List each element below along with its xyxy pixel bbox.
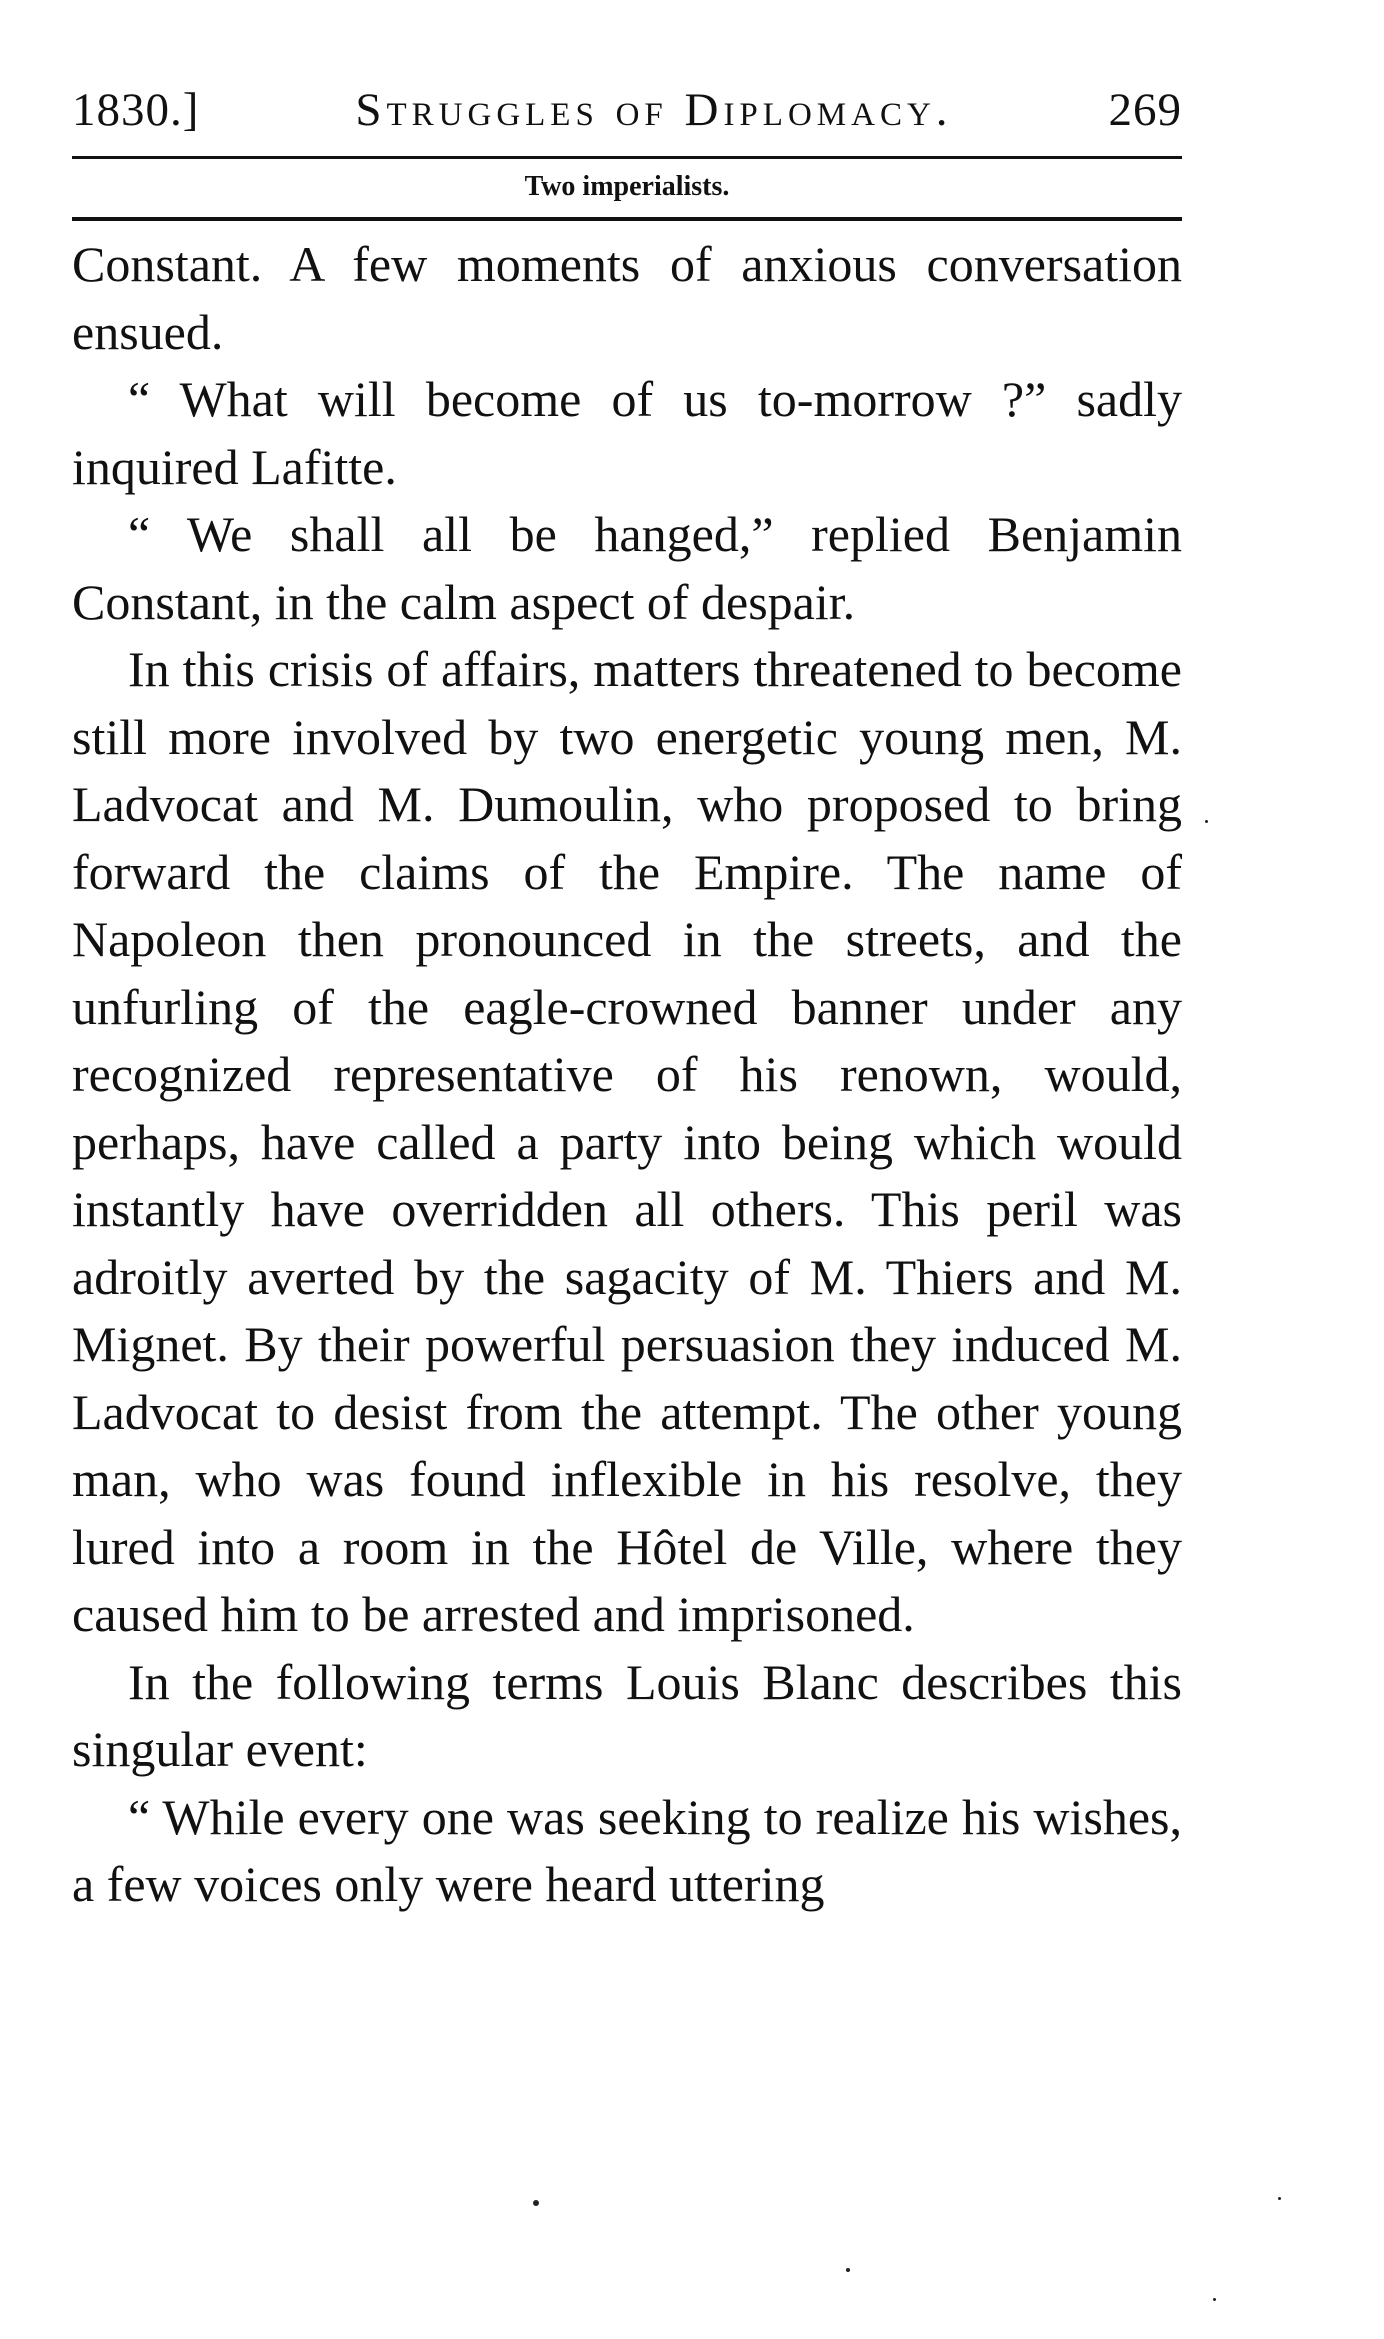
paragraph-continuation: Constant. A few moments of anxious conversation ensued.	[72, 236, 1182, 360]
print-speck	[1213, 2298, 1216, 2301]
paragraph-quotation-start: “ While every one was seeking to realize his wishes, a few voices only were heard uttering	[72, 1788, 1182, 1912]
paragraph-louis-blanc-intro: In the following terms Louis Blanc describes this singular event:	[72, 1653, 1182, 1777]
print-speck	[846, 2268, 850, 2272]
print-speck	[533, 2200, 539, 2206]
paragraph-crisis: In this crisis of affairs, matters threatened to become still more involved by two energetic young men, M. Ladvocat and M. Dumoulin, who proposed to bring forward the claims of the Empire. The name of Napoleon then pronounced in the streets, and the unfurling of the eagle-crowned banner under any recognized representative of his renown, would, perhaps, have called a party into being which would instantly have overridden all others. This peril was adroitly averted by the sagacity of M. Thiers and M. Mignet. By their powerful persuasion they induced M. Ladvocat to desist from the attempt. The other young man, who was found inflexible in his resolve, they lured into a room in the Hôtel de Ville, where they caused him to be arrested and imprisoned.	[72, 641, 1182, 1642]
paragraph-constant-reply: “ We shall all be hanged,” replied Benjamin Constant, in the calm aspect of despair.	[72, 506, 1182, 630]
header-title: Struggles of Diplomacy.	[355, 84, 953, 136]
page-number: 269	[1108, 84, 1182, 136]
print-speck	[1278, 2197, 1281, 2200]
book-page	[72, 80, 1182, 1919]
header-rule-bottom	[72, 217, 1182, 221]
paragraph-lafitte-question: “ What will become of us to-morrow ?” sadly inquired Lafitte.	[72, 371, 1182, 495]
running-header	[72, 80, 1182, 140]
section-subheading: Two imperialists.	[524, 171, 730, 202]
header-year: 1830.]	[72, 84, 200, 136]
body-text	[72, 231, 1182, 1919]
header-rule-top	[72, 156, 1182, 159]
print-speck	[1205, 820, 1208, 823]
